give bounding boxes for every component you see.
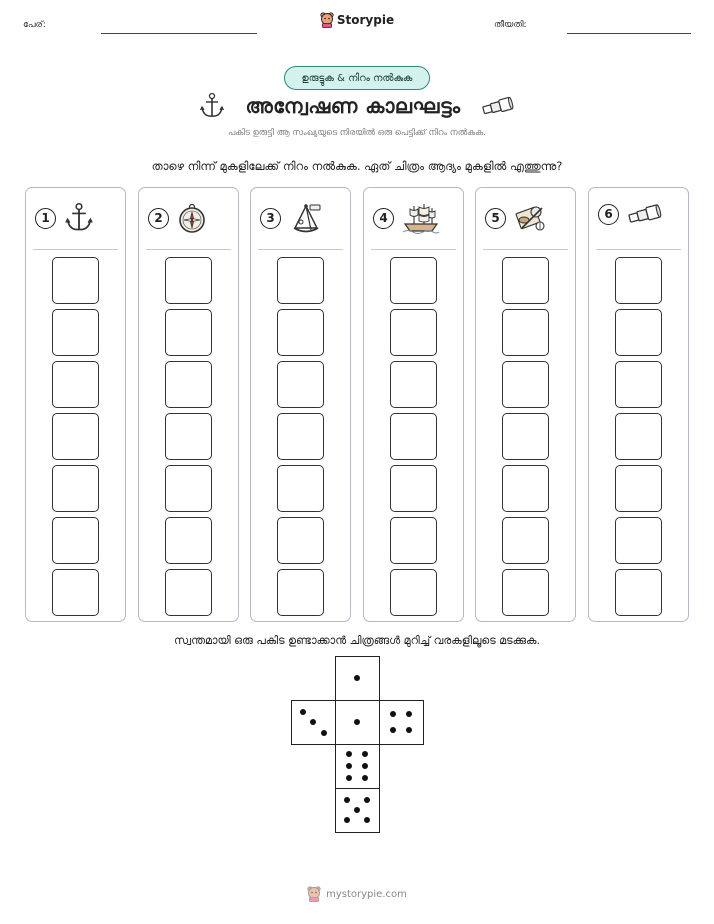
column-divider [258,249,343,250]
color-box[interactable] [615,361,662,408]
name-line[interactable] [101,33,257,34]
color-box[interactable] [615,517,662,564]
page-subtitle: പകിട ഉരുട്ടി ആ സംഖ്യയുടെ നിരയിൽ ഒരു പെട്ടിക്ക് നിറം നൽകുക. [228,128,486,138]
column-divider [146,249,231,250]
tracker-column-1 [25,187,126,622]
color-box[interactable] [52,413,99,460]
dice-face-3 [335,700,380,745]
brand-logo [0,12,714,28]
name-label: പേര്: [23,20,46,30]
dice-face-5 [335,744,380,789]
dice-pip [346,775,352,781]
color-box[interactable] [165,413,212,460]
column-divider [33,249,118,250]
color-box[interactable] [502,361,549,408]
tracker-column-6 [588,187,689,622]
dice-pip [354,807,360,813]
column-header [148,202,207,234]
color-box[interactable] [52,309,99,356]
column-number: 2 [148,208,169,229]
tracker-column-4 [363,187,464,622]
color-box[interactable] [615,465,662,512]
color-box[interactable] [277,413,324,460]
page-title-row [0,92,714,120]
dice-pip [300,709,306,715]
dice-pip [364,797,370,803]
tracker-column-2 [138,187,239,622]
color-box[interactable] [52,569,99,616]
color-box[interactable] [502,465,549,512]
dice-pip [321,730,327,736]
dice-pip [362,763,368,769]
dice-face-1 [335,656,380,701]
anchor-icon [199,92,225,120]
dice-pip [406,711,412,717]
color-box[interactable] [52,257,99,304]
color-box[interactable] [277,517,324,564]
color-box[interactable] [615,413,662,460]
column-number: 1 [35,208,56,229]
compass-icon [177,202,207,234]
color-box[interactable] [277,569,324,616]
color-box[interactable] [52,517,99,564]
dice-pip [346,763,352,769]
color-box[interactable] [165,517,212,564]
spyglass-icon [627,202,663,226]
color-box[interactable] [502,257,549,304]
dice-pip [354,675,360,681]
dice-pip [346,751,352,757]
color-box[interactable] [502,569,549,616]
dice-face-6 [335,788,380,833]
column-header [598,202,663,226]
column-number: 5 [485,208,506,229]
color-box[interactable] [390,361,437,408]
ship-icon [402,202,440,234]
color-box[interactable] [615,309,662,356]
color-box[interactable] [52,361,99,408]
column-number: 3 [260,208,281,229]
dice-pip [354,719,360,725]
column-divider [483,249,568,250]
storypie-mascot-icon [307,886,321,902]
sextant-icon [289,202,323,234]
color-box[interactable] [52,465,99,512]
column-number: 6 [598,204,619,225]
date-label: തീയതി: [494,20,527,30]
color-box[interactable] [502,309,549,356]
dice-face-2 [291,700,336,745]
color-box[interactable] [165,569,212,616]
color-box[interactable] [390,309,437,356]
brand-name: Storypie [336,13,395,27]
dice-pip [364,817,370,823]
color-instruction: താഴെ നിന്ന് മുകളിലേക്ക് നിറം നൽകുക. ഏത് ചിത്രം ആദ്യം മുകളിൽ എത്തുന്നു? [151,159,563,173]
color-box[interactable] [502,413,549,460]
dice-pip [362,751,368,757]
column-divider [371,249,456,250]
page-title: അന്വേഷണ കാലഘട്ടം [245,94,461,118]
color-box[interactable] [165,361,212,408]
color-box[interactable] [277,309,324,356]
footer [0,886,714,902]
color-box[interactable] [390,517,437,564]
storypie-mascot-icon [320,12,334,28]
column-number: 4 [373,208,394,229]
color-box[interactable] [390,569,437,616]
column-header [260,202,323,234]
map-tools-icon [514,202,548,234]
dice-pip [406,727,412,733]
color-box[interactable] [502,517,549,564]
column-header [485,202,548,234]
dice-pip [390,727,396,733]
dice-pip [390,711,396,717]
color-box[interactable] [390,257,437,304]
color-box[interactable] [390,413,437,460]
color-box[interactable] [615,569,662,616]
dice-face-4 [379,700,424,745]
color-box[interactable] [165,465,212,512]
color-box[interactable] [615,257,662,304]
dice-pip [344,817,350,823]
column-header [35,202,94,234]
color-box[interactable] [277,361,324,408]
dice-pip [362,775,368,781]
anchor-icon [64,202,94,234]
tracker-column-3 [250,187,351,622]
spyglass-icon [481,96,515,116]
column-divider [596,249,681,250]
dice-instruction: സ്വന്തമായി ഒരു പകിട ഉണ്ടാക്കാൻ ചിത്രങ്ങൾ മുറിച്ച് വരകളിലൂടെ മടക്കുക. [174,634,540,647]
dice-pip [310,719,316,725]
color-box[interactable] [277,257,324,304]
activity-badge: ഉരുട്ടുക & നിറം നൽകുക [284,66,430,90]
color-box[interactable] [390,465,437,512]
footer-url[interactable]: mystorypie.com [326,888,407,900]
column-header [373,202,440,234]
color-box[interactable] [165,309,212,356]
tracker-column-5 [475,187,576,622]
color-box[interactable] [277,465,324,512]
date-line[interactable] [567,33,691,34]
dice-pip [344,797,350,803]
color-box[interactable] [165,257,212,304]
